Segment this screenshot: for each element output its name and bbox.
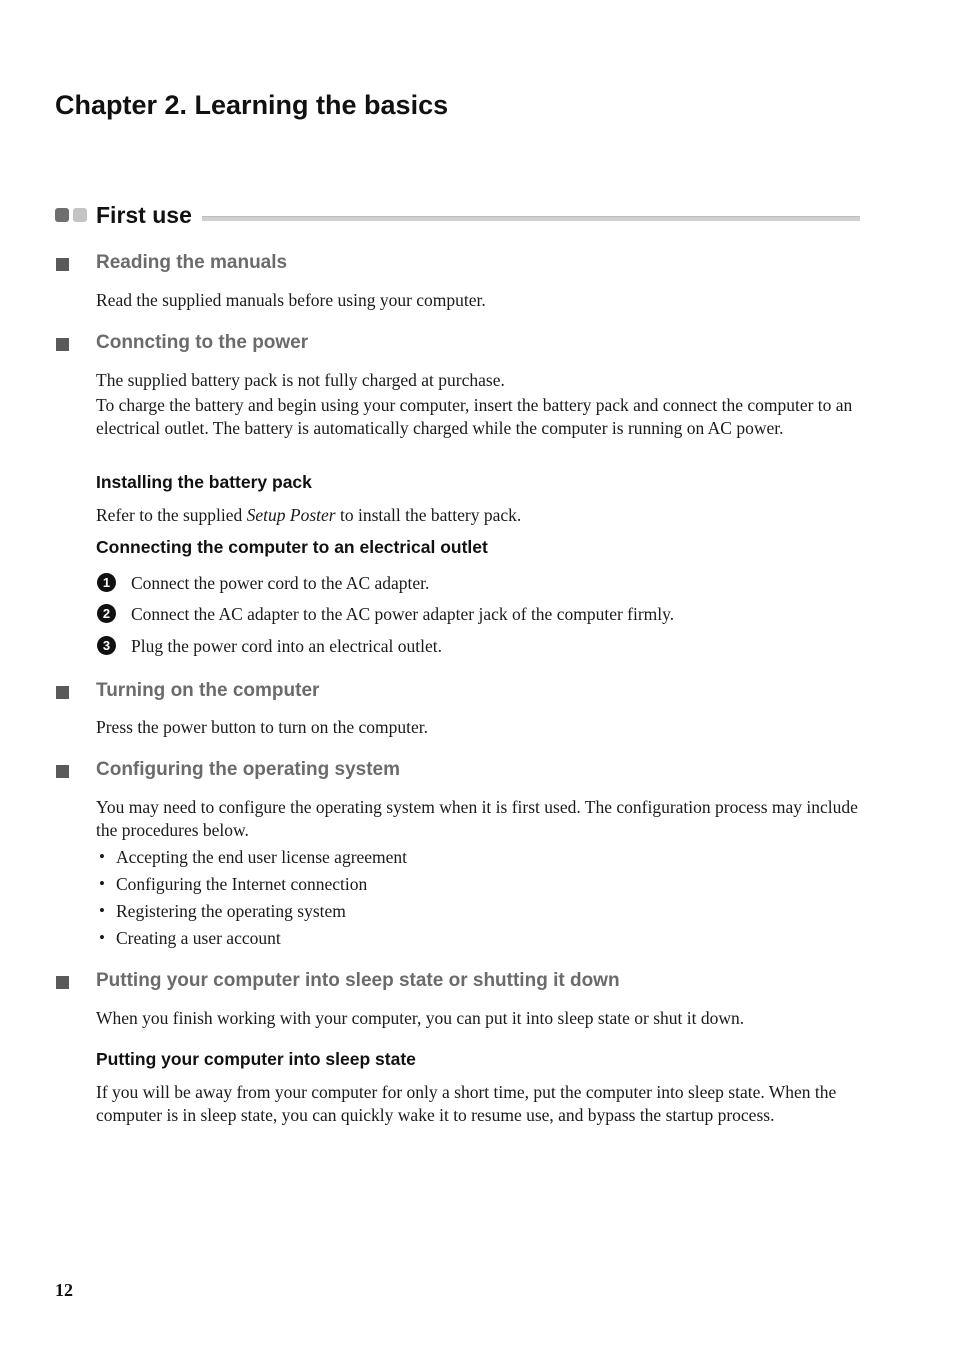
heading-configuring-os: Configuring the operating system [96,759,401,780]
list-bullet: • [99,847,105,866]
square-bullet-icon [56,976,69,989]
list-bullet: • [99,928,105,947]
list-bullet: • [99,874,105,893]
power-text-2: To charge the battery and begin using your computer, insert the battery pack and connect the computer to an electrical outlet. The battery is automatically charged while the computer is running on AC power. [96,395,853,438]
section-title: First use [96,202,192,228]
chapter-title: Chapter 2. Learning the basics [55,90,449,120]
heading-sleep-or-shutdown: Putting your computer into sleep state or shutting it down [96,970,620,991]
list-item: Configuring the Internet connection [116,874,368,894]
heading-turning-on: Turning on the computer [96,680,320,701]
power-text-1: The supplied battery pack is not fully charged at purchase. [96,370,505,390]
square-bullet-icon [56,258,69,271]
list-bullet: • [99,901,105,920]
square-bullet-icon [56,765,69,778]
sleep-text: When you finish working with your computer, you can put it into sleep state or shut it down. [96,1008,745,1028]
heading-reading-manuals: Reading the manuals [96,252,288,273]
section-divider [202,216,860,221]
step-number-1-icon: 1 [97,573,116,592]
heading-electrical-outlet: Connecting the computer to an electrical outlet [96,537,488,557]
square-bullet-icon [56,686,69,699]
heading-sleep-state: Putting your computer into sleep state [96,1049,416,1069]
battery-text [96,504,866,527]
page-number: 12 [55,1280,73,1300]
battery-text-post: to install the battery pack. [335,505,522,525]
section-marker-dark-icon [55,208,69,222]
section-header [55,202,860,232]
section-marker-light-icon [73,208,87,222]
step-2-text: Connect the AC adapter to the AC power adapter jack of the computer firmly. [131,604,675,624]
step-number-3-icon: 3 [97,636,116,655]
heading-connecting-power: Conncting to the power [96,332,309,353]
sleep-state-text: If you will be away from your computer for only a short time, put the computer into sleep state. When the computer is in sleep state, you can quickly wake it to resume use, and bypass the startup process. [96,1082,837,1125]
step-3-text: Plug the power cord into an electrical outlet. [131,636,443,656]
battery-text-pre: Refer to the supplied [96,505,247,525]
configuring-text: You may need to configure the operating system when it is first used. The configuration process may include the procedures below. [96,797,858,840]
heading-installing-battery: Installing the battery pack [96,472,312,492]
reading-text: Read the supplied manuals before using your computer. [96,290,486,310]
square-bullet-icon [56,338,69,351]
step-number-2-icon: 2 [97,604,116,623]
setup-poster-ref: Setup Poster [246,505,336,525]
list-item: Registering the operating system [116,901,346,921]
turning-on-text: Press the power button to turn on the computer. [96,717,428,737]
list-item: Accepting the end user license agreement [116,847,408,867]
list-item: Creating a user account [116,928,281,948]
step-1-text: Connect the power cord to the AC adapter. [131,573,430,593]
